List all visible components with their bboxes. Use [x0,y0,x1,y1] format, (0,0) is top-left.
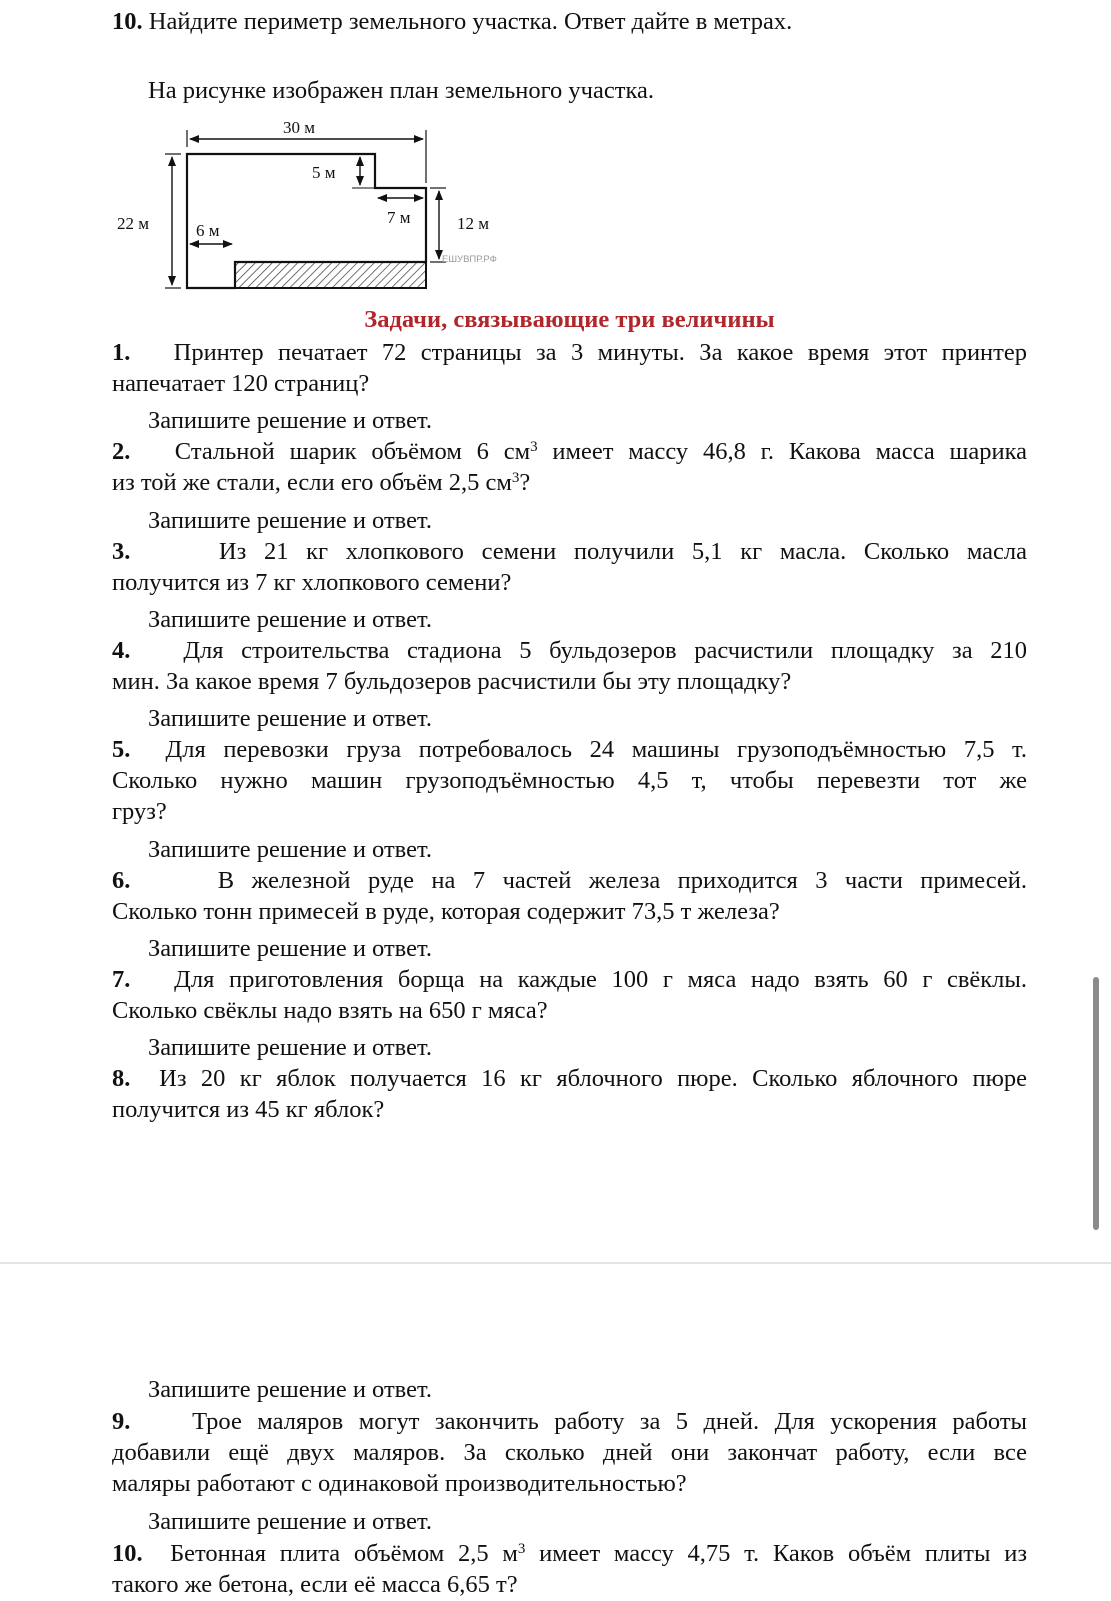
problem-2-number: 2. [112,438,131,465]
problem-5-line-1: 5. Для перевозки груза потребовалось 24 машины грузоподъёмностью 7,5 т. [112,736,1028,763]
answer-prompt-1: Запишите решение и ответ. [148,407,432,434]
problem-10-line-1: 10. Бетонная плита объёмом 2,5 $м^3$ имеет массу 4,75 т. Каков объём плиты из [112,1540,1027,1567]
problem-9-line-1: 9. Трое маляров могут закончить работу за 5 дней. Для ускорения работы [112,1408,1027,1435]
answer-prompt-5: Запишите решение и ответ. [148,836,432,863]
section-title: Задачи, связывающие три величины [364,306,775,333]
problem-3-number: 3. [112,538,131,565]
problem-6-line-1: 6. В железной руде на 7 частей железа приходится 3 части примесей. [112,867,1028,894]
dim-right-label: 12 м [457,214,490,233]
problem-9-number: 9. [112,1408,131,1435]
answer-prompt-4: Запишите решение и ответ. [148,705,432,732]
answer-prompt-7: Запишите решение и ответ. [148,1034,432,1061]
problem-9-line-3: маляры работают с одинаковой производительностью? [112,1470,687,1497]
answer-prompt-8: Запишите решение и ответ. [148,1376,432,1403]
problem-4-line-2: мин. За какое время 7 бульдозеров расчистили бы эту площадку? [112,668,792,695]
problem-3-line-1: 3. Из 21 кг хлопкового семени получили 5,1 кг масла. Сколько масла [112,538,1028,565]
dim-step-label: 7 м [387,208,411,227]
problem-2-line-1: 2. Стальной шарик объёмом 6 $см^3$ имеет массу 46,8 г. Какова масса шарика [112,438,1028,465]
answer-prompt-3: Запишите решение и ответ. [148,606,432,633]
dim-notch-label: 5 м [312,163,336,182]
problem-1-number: 1. [112,339,131,366]
hatched-strip [235,262,426,288]
problem-1-line-2: напечатает 120 страниц? [112,370,370,397]
task10-intro: На рисунке изображен план земельного участка. [148,77,654,104]
problem-10-number: 10. [112,1540,143,1567]
problem-10-line-2: такого же бетона, если её масса 6,65 т? [112,1571,518,1598]
problem-9-line-2: добавили ещё двух маляров. За сколько дней они закончат работу, если все [112,1439,1027,1466]
task10-number: 10. [112,8,143,35]
task10-question: Найдите периметр земельного участка. Ответ дайте в метрах. [148,8,793,35]
problem-5-number: 5. [112,736,131,763]
figure-watermark: ЕШУВПР.РФ [442,254,497,265]
answer-prompt-2: Запишите решение и ответ. [148,507,432,534]
vertical-scrollbar[interactable] [1093,977,1099,1230]
problem-8-number: 8. [112,1065,131,1092]
problem-5-line-3: груз? [112,798,167,825]
dim-bottom-left-label: 6 м [196,221,220,240]
problem-5-line-2: Сколько нужно машин грузоподъёмностью 4,5 т, чтобы перевезти тот же [112,767,1027,794]
problem-6-number: 6. [112,867,131,894]
page-divider [0,1262,1111,1264]
dim-top-label: 30 м [283,118,316,137]
answer-prompt-6: Запишите решение и ответ. [148,935,432,962]
problem-1-line-1: 1. Принтер печатает 72 страницы за 3 минуты. За какое время этот принтер [112,339,1027,366]
problem-7-line-1: 7. Для приготовления борща на каждые 100 г мяса надо взять 60 г свёклы. [112,966,1027,993]
problem-2-line-2: из той же стали, если его объём 2,5 $см^3$? [112,469,531,496]
problem-7-line-2: Сколько свёклы надо взять на 650 г мяса? [112,997,548,1024]
answer-prompt-9: Запишите решение и ответ. [148,1508,432,1535]
problem-4-number: 4. [112,637,131,664]
problem-8-line-2: получится из 45 кг яблок? [112,1096,385,1123]
problem-6-line-2: Сколько тонн примесей в руде, которая содержит 73,5 т железа? [112,898,780,925]
problem-4-line-1: 4. Для строительства стадиона 5 бульдозеров расчистили площадку за 210 [112,637,1028,664]
dim-left-label: 22 м [117,214,150,233]
problem-3-line-2: получится из 7 кг хлопкового семени? [112,569,512,596]
problem-7-number: 7. [112,966,131,993]
problem-8-line-1: 8. Из 20 кг яблок получается 16 кг яблочного пюре. Сколько яблочного пюре [112,1065,1028,1092]
land-plot-figure [0,0,1111,300]
